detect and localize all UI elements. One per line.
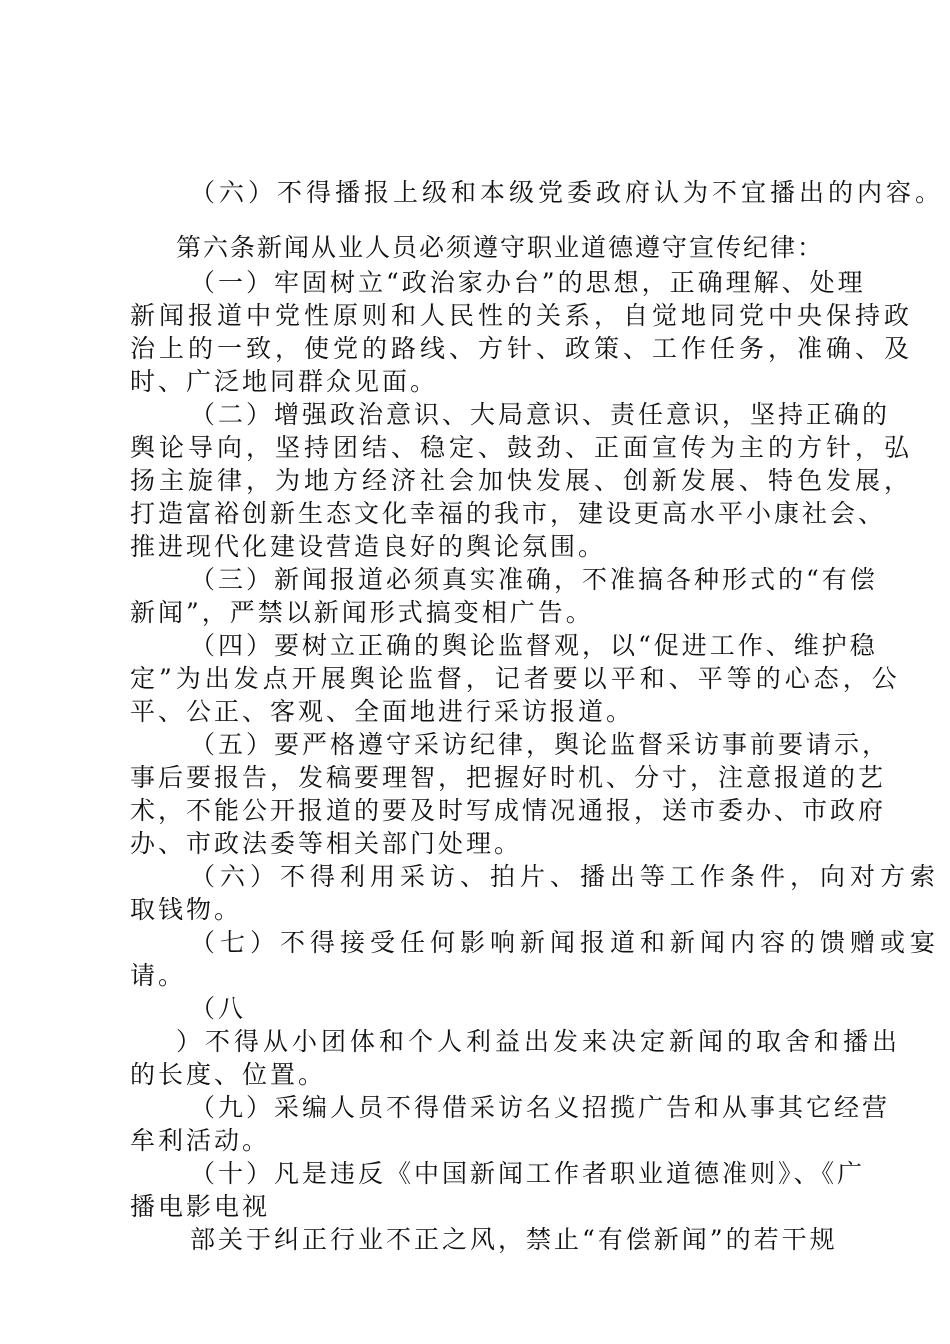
article-heading: 第六条新闻从业人员必须遵守职业道德遵守宣传纪律： bbox=[176, 233, 825, 262]
text-line: 新闻”，严禁以新闻形式搞变相广告。 bbox=[130, 598, 594, 627]
text-line: 事后要报告，发稿要理智，把握好时机、分寸，注意报道的艺 bbox=[130, 763, 887, 792]
text-line: 牟利活动。 bbox=[130, 1126, 271, 1155]
text-line: 的长度、位置。 bbox=[130, 1060, 327, 1089]
text-line: 平、公正、客观、全面地进行采访报道。 bbox=[130, 697, 635, 726]
text-line: （七）不得接受任何影响新闻报道和新闻内容的馈赠或宴 bbox=[190, 928, 941, 957]
text-line: （三）新闻报道必须真实准确，不准搞各种形式的“有偿 bbox=[190, 565, 878, 594]
text-line: 术，不能公开报道的要及时写成情况通报，送市委办、市政府 bbox=[130, 796, 887, 825]
text-line: ）不得从小团体和个人利益出发来决定新闻的取舍和播出 bbox=[176, 1027, 902, 1056]
text-line: 时、广泛地同群众见面。 bbox=[130, 367, 439, 396]
text-line: 治上的一致，使党的路线、方针、政策、工作任务，准确、及 bbox=[130, 334, 914, 363]
text-line: （六）不得利用采访、拍片、播出等工作条件，向对方索 bbox=[190, 862, 941, 891]
text-line: 打造富裕创新生态文化幸福的我市，建设更高水平小康社会、 bbox=[130, 499, 887, 528]
text-line: （九）采编人员不得借采访名义招揽广告和从事其它经营 bbox=[190, 1093, 891, 1122]
text-line: （六）不得播报上级和本级党委政府认为不宜播出的内容。 bbox=[190, 178, 945, 207]
text-line: 新闻报道中党性原则和人民性的关系，自觉地同党中央保持政 bbox=[130, 301, 914, 330]
text-line: 播电影电视 bbox=[130, 1192, 271, 1221]
text-line: 请。 bbox=[130, 961, 187, 990]
text-line: 定”为出发点开展舆论监督，记者要以平和、平等的心态，公 bbox=[130, 664, 901, 693]
text-line: （二）增强政治意识、大局意识、责任意识，坚持正确的 bbox=[190, 400, 891, 429]
text-line: （八 bbox=[190, 994, 247, 1023]
text-line: 取钱物。 bbox=[130, 895, 243, 924]
text-line: （十）凡是违反《中国新闻工作者职业道德准则》、《广 bbox=[190, 1159, 866, 1188]
text-line: （五）要严格遵守采访纪律，舆论监督采访事前要请示， bbox=[190, 730, 891, 759]
text-line: 推进现代化建设营造良好的舆论氛围。 bbox=[130, 532, 607, 561]
text-line: （一）牢固树立“政治家办台”的思想，正确理解、处理 bbox=[190, 268, 866, 297]
text-line: 舆论导向，坚持团结、稳定、鼓劲、正面宣传为主的方针，弘 bbox=[130, 433, 914, 462]
text-line: 部关于纠正行业不正之风，禁止“有偿新闻”的若干规 bbox=[190, 1225, 838, 1254]
text-line: （四）要树立正确的舆论监督观，以“促进工作、维护稳 bbox=[190, 631, 878, 660]
text-line: 办、市政法委等相关部门处理。 bbox=[130, 829, 523, 858]
text-line: 扬主旋律，为地方经济社会加快发展、创新发展、特色发展， bbox=[130, 466, 914, 495]
